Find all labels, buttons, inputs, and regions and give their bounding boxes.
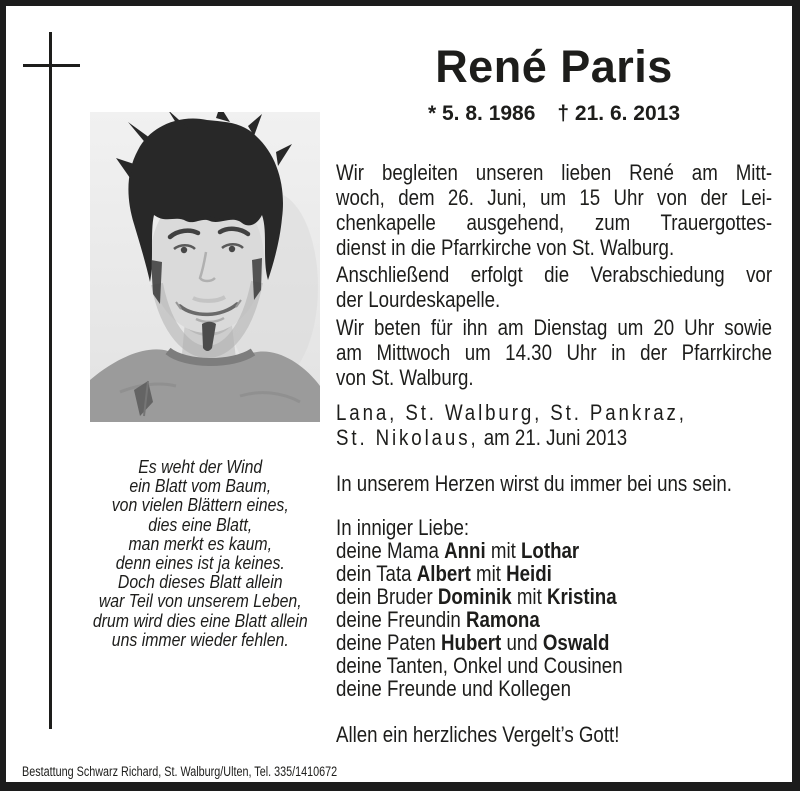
relation: deine Paten [336, 630, 442, 655]
relation: dein Tata [336, 561, 417, 586]
announcement-date: am 21. Juni 2013 [478, 425, 628, 450]
relation: deine Freundin [336, 607, 466, 632]
portrait-photo [90, 112, 320, 422]
mourner-line [336, 631, 772, 654]
poem-line: dies eine Blatt, [148, 514, 253, 535]
mourner-name: Anni [444, 538, 486, 563]
farewell-paragraph [336, 262, 772, 312]
connector: mit [485, 538, 521, 563]
poem-line: drum wird dies eine Blatt allein [92, 610, 308, 631]
mourner-name: Heidi [506, 561, 552, 586]
poem-line: Doch dieses Blatt allein [117, 572, 283, 593]
prayer-paragraph [336, 315, 772, 390]
closing-thanks: Allen ein herzliches Vergelt’s Gott! [336, 722, 620, 747]
connector: und [501, 630, 543, 655]
places-and-date [336, 400, 772, 450]
text-line: von St. Walburg. [336, 365, 474, 390]
mourner-line [336, 608, 772, 631]
memorial-cross-icon [49, 32, 52, 729]
mourner-line [336, 585, 772, 608]
funeral-home-footer: Bestattung Schwarz Richard, St. Walburg/Ulten, Tel. 335/1410672 [22, 764, 338, 779]
poem-line: man merkt es kaum, [128, 533, 272, 554]
mourner-line [336, 677, 772, 700]
place-line [336, 425, 772, 450]
funeral-paragraph [336, 160, 772, 260]
text-line: woch, dem 26. Juni, um 15 Uhr von der Lei- [336, 185, 773, 210]
mourners-list [336, 516, 772, 700]
connector: mit [511, 584, 547, 609]
poem-line: denn eines ist ja keines. [115, 553, 285, 574]
relation: dein Bruder [336, 584, 438, 609]
mourner-name: Lothar [520, 538, 580, 563]
poem-line: uns immer wieder fehlen. [111, 629, 289, 650]
memorial-cross-icon-bar [23, 64, 80, 67]
connector: mit [470, 561, 507, 586]
mourner-name: Ramona [465, 607, 540, 632]
mourner-name: Hubert [441, 630, 502, 655]
mourner-line [336, 539, 772, 562]
mourner-line [336, 562, 772, 585]
relation: deine Mama [336, 538, 445, 563]
mourner-name: Kristina [546, 584, 617, 609]
poem-line: von vielen Blättern eines, [111, 495, 289, 516]
mourner-line [336, 654, 772, 677]
announcement-column [336, 0, 772, 780]
birth-date: * 5. 8. 1986 [427, 102, 536, 125]
poem-line: ein Blatt vom Baum, [129, 476, 272, 497]
deceased-name: René Paris [435, 41, 673, 92]
poem-line: Es weht der Wind [138, 457, 263, 477]
text-line: dienst in die Pfarrkirche von St. Walburg. [336, 235, 675, 260]
text-line: chenkapelle ausgehend, zum Trauergottes- [336, 210, 773, 235]
place-names: St. Nikolaus, [336, 425, 479, 450]
mourner-name: Albert [416, 561, 471, 586]
death-date: † 21. 6. 2013 [557, 102, 681, 125]
place-line: Lana, St. Walburg, St. Pankraz, [336, 400, 687, 425]
mourner-name: Dominik [437, 584, 512, 609]
text-line: der Lourdeskapelle. [336, 287, 501, 312]
text-line: Wir begleiten unseren lieben René am Mitt- [336, 160, 773, 185]
text-line: Anschließend erfolgt die Verabschiedung vor [336, 262, 773, 287]
relation: deine Tanten, Onkel und Cousinen [336, 653, 623, 678]
mourners-intro: In inniger Liebe: [336, 515, 470, 540]
relation: deine Freunde und Kollegen [336, 676, 571, 701]
memorial-poem [70, 458, 330, 650]
text-line: am Mittwoch um 14.30 Uhr in der Pfarrkirche [336, 340, 773, 365]
mourner-name: Oswald [542, 630, 610, 655]
remembrance-line: In unserem Herzen wirst du immer bei uns sein. [336, 471, 732, 496]
text-line: Wir beten für ihn am Dienstag um 20 Uhr sowie [336, 315, 773, 340]
poem-line: war Teil von unserem Leben, [98, 591, 302, 612]
